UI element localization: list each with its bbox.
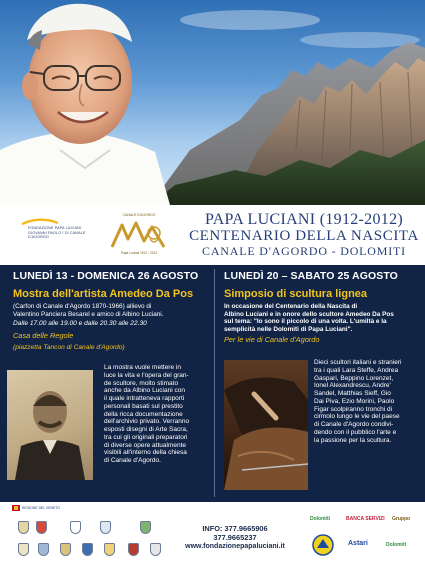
exhibition-title: Mostra dell'artista Amedeo Da Pos (13, 288, 194, 300)
exhibition-description-line: il quale intratteneva rapporti (104, 395, 185, 402)
municipal-crest-icon (100, 521, 111, 534)
sponsor-logo: Gruppo (392, 516, 411, 522)
exhibition-hours: Dalle 17.00 alle 19.00 e dalle 20.30 alle 22.30 (13, 320, 147, 327)
municipal-crest-icon (18, 543, 29, 556)
region-flag-icon (12, 505, 20, 511)
exhibition-description-line: tra cui gli originali preparatori (104, 433, 188, 441)
symposium-description-line: di Canale d'Agordo condivi- (314, 421, 394, 428)
municipal-crest-icon (36, 521, 47, 534)
symposium-description-line: Ionel Alexandrescu, Andre' (314, 382, 391, 390)
symposium-description-line: tra i quali Lara Steffe, Andrea (314, 366, 399, 374)
sponsor-logo: Astari (348, 540, 368, 547)
exhibition-date: LUNEDÌ 13 - DOMENICA 26 AGOSTO (13, 270, 199, 282)
sponsor-logo: BANCA SERVIZI (346, 516, 385, 522)
symposium-venue: Per le vie di Canale d'Agordo (224, 335, 320, 344)
municipal-crest-icon (150, 543, 161, 556)
municipal-crest-icon (18, 521, 29, 534)
foundation-name: FONDAZIONE PAPA LUCIANI GIOVANNI PAOLO I DI CANALE D'AGORDO (28, 226, 86, 240)
artist-portrait-illustration (7, 370, 93, 480)
info-phone-2: 377.9665237 (213, 533, 257, 542)
municipal-crest-icon (128, 543, 139, 556)
events-panel (0, 265, 425, 502)
exhibition-description-line: anche da Albino Luciani con (104, 387, 185, 395)
exhibition-description-line: di diverse opere attualmente (104, 441, 187, 449)
column-divider (214, 269, 215, 497)
exhibition-description-line: della ricca documentazione (104, 410, 183, 418)
centenary-logo-years: Papa Luciani 1912 · 2012 (120, 251, 158, 255)
sponsor-logo: Dolomiti (386, 542, 406, 548)
exhibition-description-line: visibili all'interno della chiesa (104, 449, 187, 457)
symposium-description-line: Dai Piva, Ezio Morini, Paolo (314, 397, 395, 405)
info-website[interactable]: www.fondazionepapaluciani.it (185, 543, 285, 550)
municipal-crest-icon (82, 543, 93, 556)
municipal-crest-icon (140, 521, 151, 534)
symposium-detail (224, 303, 420, 333)
exhibition-venue-detail: (piazzetta Tancon di Canale d'Agordo) (13, 344, 125, 351)
region-veneto-logo (12, 505, 72, 511)
municipal-crest-icon (38, 543, 49, 556)
exhibition-column (13, 265, 211, 502)
symposium-description-line: Dieci scultori italiani e stranieri (314, 359, 402, 366)
title-block (186, 211, 422, 258)
symposium-date: LUNEDÌ 20 – SABATO 25 AGOSTO (224, 270, 398, 282)
symposium-detail-line: In occasione del Centenario della Nascita di (224, 303, 358, 310)
symposium-column (218, 265, 418, 502)
foundation-logo (14, 218, 94, 258)
symposium-description-line: Figar scolpiranno tronchi di (314, 405, 393, 413)
symposium-description-line: cirmolo lungo le vie del paese (314, 413, 400, 421)
region-label: REGIONE DEL VENETO (22, 506, 60, 510)
exhibition-venue: Casa delle Regole (13, 331, 74, 340)
header-band (0, 205, 425, 265)
symposium-description-line: Sandel, Matthias Sieff, Gio (314, 390, 391, 397)
institutional-logos (12, 505, 172, 563)
exhibition-description-line: de scultore, molto stimato (104, 379, 179, 387)
centenary-emblem-icon (108, 219, 170, 251)
exhibition-detail-line: Valentino Panciera Besarel e amico di Albino Luciani. (13, 310, 164, 318)
sponsor-emblem-icon (312, 534, 334, 556)
municipal-crest-icon (104, 543, 115, 556)
exhibition-description-line: personali basati sul prestito (104, 402, 183, 410)
title-subtitle: CENTENARIO DELLA NASCITA (189, 228, 419, 244)
symposium-description-line: Gaspari, Beppino Lorenzet, (314, 374, 394, 382)
symposium-description (314, 359, 418, 444)
sponsor-logos (306, 510, 418, 562)
symposium-detail-line: sul tema: "Io sono il piccolo di una volta. L'umiltà e la (224, 318, 387, 326)
exhibition-description-line: dell'archivio privato. Verranno (104, 418, 190, 426)
exhibition-detail-line: (Carfon di Canale d'Agordo 1870-1966) allievo di (13, 303, 152, 310)
info-phone-1: INFO: 377.9665906 (202, 524, 268, 533)
symposium-detail-line: semplicità nelle Dolomiti di Papa Luciani". (224, 325, 353, 333)
title-main: PAPA LUCIANI (1912-2012) (204, 211, 404, 228)
foundation-swoosh-icon (22, 218, 58, 226)
hero-image (0, 0, 425, 205)
sculptor-photo (224, 360, 308, 490)
centenary-logo (106, 213, 172, 263)
artist-portrait-photo (7, 370, 93, 480)
exhibition-description-line: La mostra vuole mettere in (104, 364, 181, 371)
municipal-crest-icon (60, 543, 71, 556)
centenary-logo-caption: CANALE D'AGORDO (122, 213, 156, 217)
footer (0, 502, 425, 567)
exhibition-description-line: esposti disegni di Arte Sacra, (104, 426, 188, 433)
exhibition-description (104, 364, 207, 465)
info-contacts (175, 524, 295, 551)
title-place: CANALE D'AGORDO - DOLOMITI (202, 244, 406, 258)
symposium-description-line: dendo con il pubblico l'arte e (314, 428, 397, 436)
exhibition-description-line: luce la vita e l'opera del gran- (104, 371, 189, 379)
exhibition-description-line: di Canale d'Agordo. (104, 457, 161, 464)
municipal-crest-icon (70, 521, 81, 534)
exhibition-detail (13, 303, 213, 318)
symposium-description-line: la passione per la scultura. (314, 436, 392, 444)
sculptor-photo-illustration (224, 360, 308, 490)
symposium-detail-line: Albino Luciani e in onore dello scultore Amedeo Da Pos (224, 310, 394, 318)
sponsor-logo: Dolomiti (310, 516, 330, 522)
dolomites-mountains-illustration (0, 0, 425, 205)
symposium-title: Simposio di scultura lignea (224, 288, 368, 300)
